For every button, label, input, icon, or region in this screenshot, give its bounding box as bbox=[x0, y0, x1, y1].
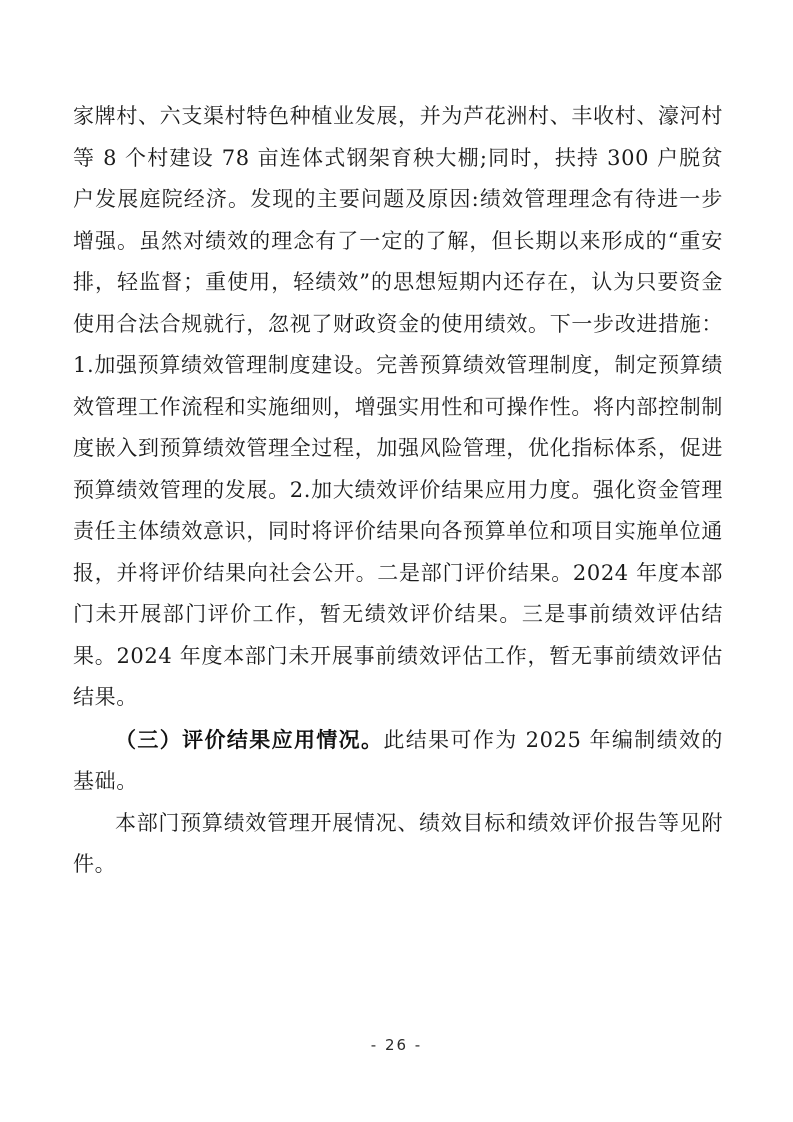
paragraph-continuation bbox=[73, 96, 723, 719]
paragraph-text: 本部门预算绩效管理开展情况、绩效目标和绩效评价报告等见附件。 bbox=[73, 810, 723, 876]
document-body bbox=[73, 96, 723, 886]
page-number: - 26 - bbox=[370, 1036, 423, 1054]
section-heading-bold: （三）评价结果应用情况。 bbox=[115, 726, 384, 752]
paragraph-closing bbox=[73, 803, 723, 886]
section-heading-rest: 此结果可作为 2025 年编制绩效的基础。 bbox=[73, 727, 724, 793]
paragraph-text: 家牌村、六支渠村特色种植业发展，并为芦花洲村、丰收村、濠河村等 8 个村建设 78 亩连体式钢架育秧大棚;同时，扶持 300 户脱贫户发展庭院经济。发现的主要问题及原因:绩效管理理念有待进一步增强。虽然对绩效的理念有了一定的了解，但长期以来形成的“重安排，轻监督；重使用，轻绩效”的思想短期内还存在，认为只要资金使用合法合规就行，忽视了财政资金的使用绩效。下一步改进措施：1.加强预算绩效管理制度建设。完善预算绩效管理制度，制定预算绩效管理工作流程和实施细则，增强实用性和可操作性。将内部控制制度嵌入到预算绩效管理全过程，加强风险管理，优化指标体系，促进预算绩效管理的发展。2.加大绩效评价结果应用力度。强化资金管理责任主体绩效意识，同时将评价结果向各预算单位和项目实施单位通报，并将评价结果向社会公开。二是部门评价结果。2024 年度本部门未开展部门评价工作，暂无绩效评价结果。三是事前绩效评估结果。2024 年度本部门未开展事前绩效评估工作，暂无事前绩效评估结果。 bbox=[73, 104, 723, 709]
paragraph-section-heading bbox=[73, 719, 723, 803]
